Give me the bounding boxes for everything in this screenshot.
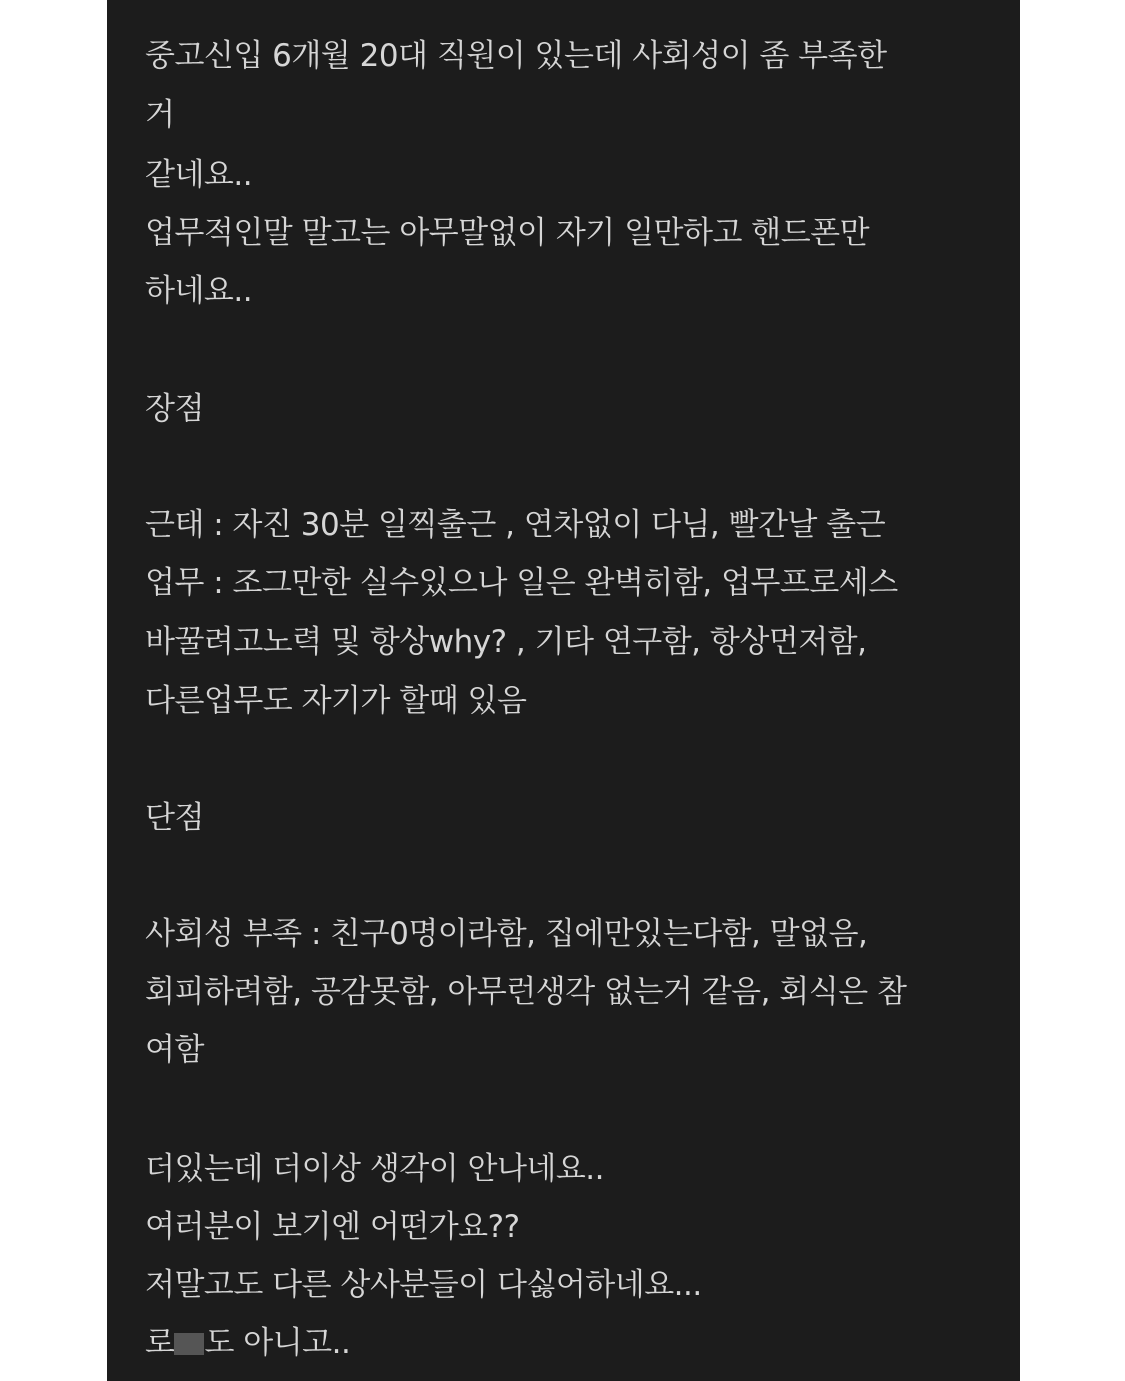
- text-line: 근태 : 자진 30분 일찍출근 , 연차없이 다님, 빨간날 출근: [145, 507, 886, 543]
- section-heading-pros: 장점: [145, 391, 204, 427]
- text-line: 회피하려함, 공감못함, 아무런생각 없는거 같음, 회식은 참: [145, 974, 907, 1010]
- text-line: 하네요..: [145, 273, 253, 309]
- text-line: 바꿀려고노력 및 항상why? , 기타 연구함, 항상먼저함,: [145, 624, 867, 660]
- text-fragment: 로: [145, 1325, 175, 1361]
- text-line: 여러분이 보기엔 어떤가요??: [145, 1209, 520, 1245]
- text-line: 사회성 부족 : 친구0명이라함, 집에만있는다함, 말없음,: [145, 916, 868, 952]
- text-line: 업무적인말 말고는 아무말없이 자기 일만하고 핸드폰만: [145, 215, 870, 251]
- text-line: 거: [145, 97, 175, 133]
- text-line: 중고신입 6개월 20대 직원이 있는데 사회성이 좀 부족한: [145, 38, 887, 74]
- text-line: 더있는데 더이상 생각이 안나네요..: [145, 1151, 605, 1187]
- post-body: [107, 0, 1020, 1381]
- section-heading-cons: 단점: [145, 800, 204, 836]
- text-line: 업무 : 조그만한 실수있으나 일은 완벽히함, 업무프로세스: [145, 565, 898, 601]
- text-fragment: 도 아니고..: [204, 1325, 351, 1361]
- text-line: 다른업무도 자기가 할때 있음: [145, 683, 527, 719]
- text-line: 여함: [145, 1032, 204, 1068]
- text-line-last: [145, 1323, 350, 1363]
- censor-block: [174, 1333, 204, 1355]
- text-line: 같네요..: [145, 157, 253, 193]
- text-line: 저말고도 다른 상사분들이 다싫어하네요...: [145, 1267, 702, 1303]
